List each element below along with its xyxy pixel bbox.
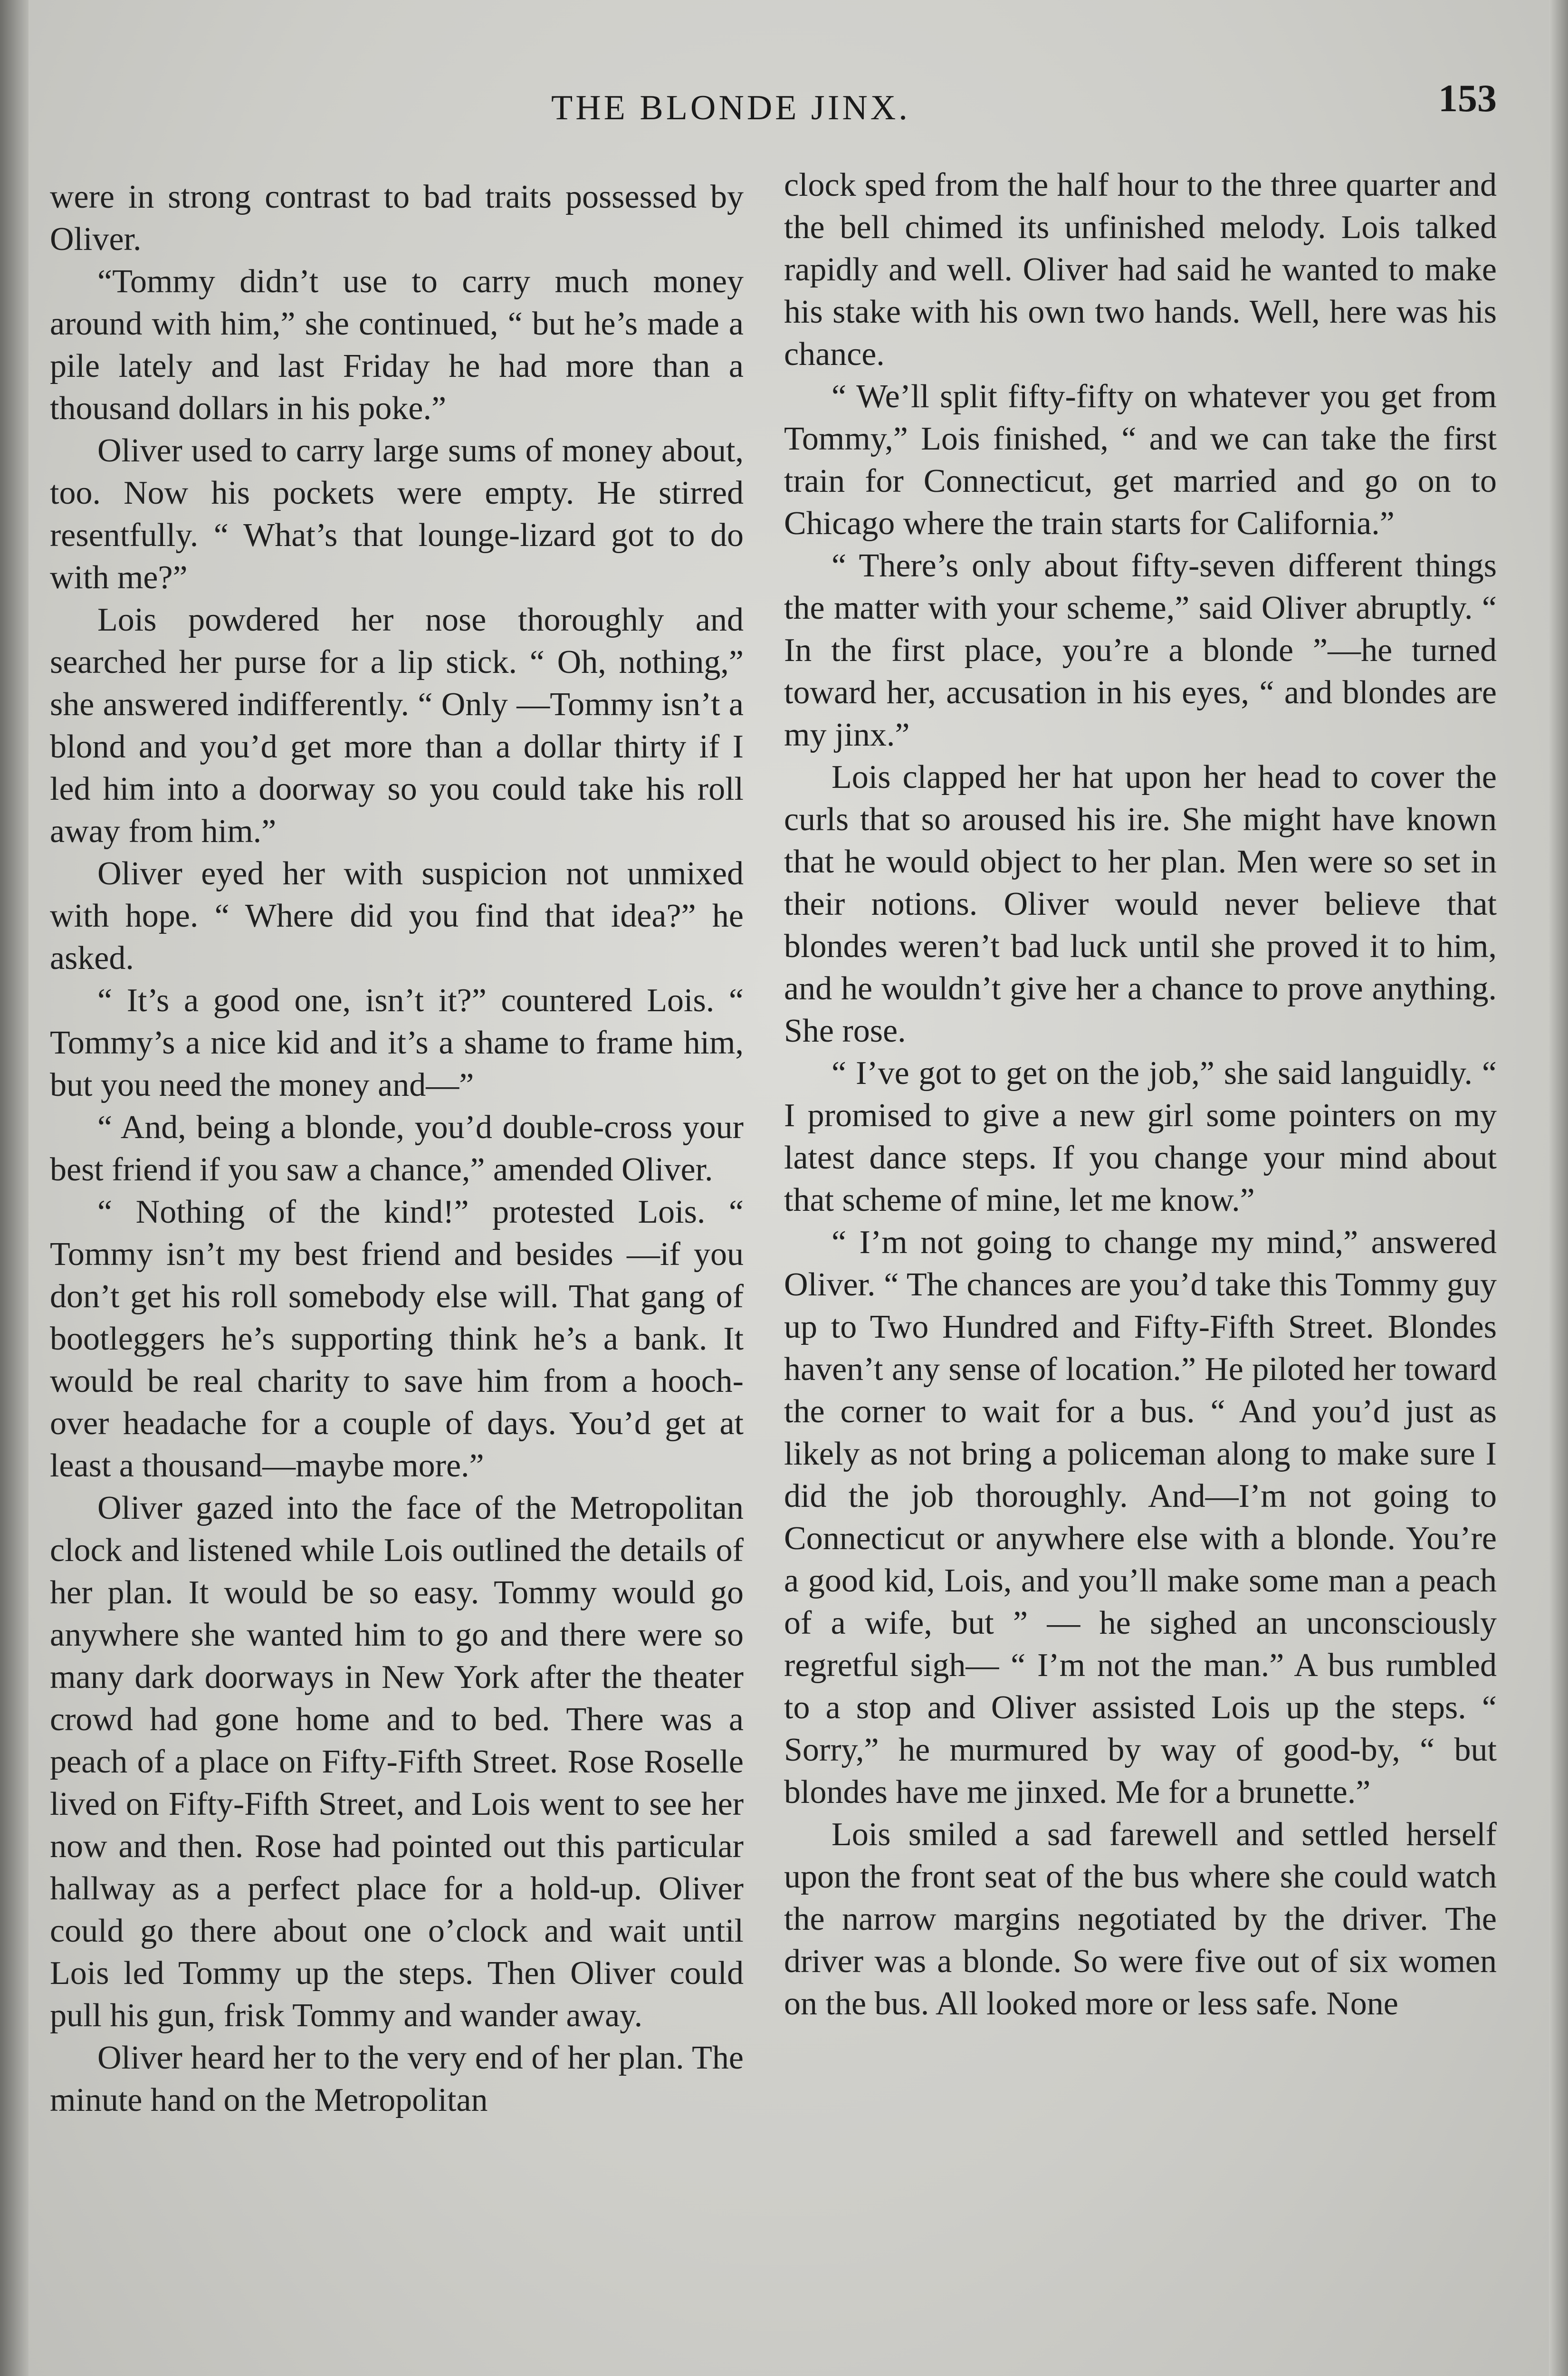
page-edge-shadow [1549, 0, 1568, 2376]
page-number: 153 [1438, 77, 1497, 120]
paragraph: Lois powdered her nose thoroughly and searched her purse for a lip stick. “ Oh, nothing,” she answered indifferently. “ Only —Tommy isn’t a blond and you’d get more than a dollar thirty if I led him into a doorway so you could take his roll away from him.” [50, 602, 744, 850]
paragraph: “ It’s a good one, isn’t it?” countered Lois. “ Tommy’s a nice kid and it’s a shame to frame him, but you need the money and—” [50, 982, 744, 1103]
paragraph: “ We’ll split fifty-fifty on whatever you get from Tommy,” Lois finished, “ and we can take the first train for Connecticut, get married and go on to Chicago where the train starts for California.” [784, 378, 1497, 542]
paragraph: “ I’ve got to get on the job,” she said languidly. “ I promised to give a new girl some pointers on my latest dance steps. If you change your mind about that scheme of mine, let me know.” [784, 1055, 1497, 1218]
paragraph: Oliver used to carry large sums of money about, too. Now his pockets were empty. He stirred resentfully. “ What’s that lounge-lizard got to do with me?” [50, 432, 744, 596]
paragraph: “ Nothing of the kind!” protested Lois. “ Tommy isn’t my best friend and besides —if you don’t get his roll somebody else will. That gang of bootleggers he’s supporting think he’s a bank. It would be real charity to save him from a hooch-over headache for a couple of days. You’d get at least a thousand—maybe more.” [50, 1194, 744, 1484]
paragraph: clock sped from the half hour to the three quarter and the bell chimed its unfinished melody. Lois talked rapidly and well. Oliver had said he wanted to make his stake with his own two hands. Well, here was his chance. [784, 167, 1497, 373]
paragraph: “ And, being a blonde, you’d double-cross your best friend if you saw a chance,” amended Oliver. [50, 1109, 744, 1188]
paragraph: were in strong contrast to bad traits possessed by Oliver. [50, 179, 744, 258]
running-title: THE BLONDE JINX. [551, 88, 910, 127]
left-column [50, 176, 744, 2121]
page-binding-shadow [0, 0, 29, 2376]
paragraph: Oliver gazed into the face of the Metropolitan clock and listened while Lois outlined the details of her plan. It would be so easy. Tommy would go anywhere she wanted him to go and there were so many dark doorways in New York after the theater crowd had gone home and to bed. There was a peach of a place on Fifty-Fifth Street. Rose Roselle lived on Fifty-Fifth Street, and Lois went to see her now and then. Rose had pointed out this particular hallway as a perfect place for a hold-up. Oliver could go there about one o’clock and wait until Lois led Tommy up the steps. Then Oliver could pull his gun, frisk Tommy and wander away. [50, 1490, 744, 2034]
paragraph: “ There’s only about fifty-seven different things the matter with your scheme,” said Oliver abruptly. “ In the first place, you’re a blonde ”—he turned toward her, accusation in his eyes, “ and blondes are my jinx.” [784, 547, 1497, 753]
paragraph: “ I’m not going to change my mind,” answered Oliver. “ The chances are you’d take this Tommy guy up to Two Hundred and Fifty-Fifth Street. Blondes haven’t any sense of location.” He piloted her toward the corner to wait for a bus. “ And you’d just as likely as not bring a policeman along to make sure I did the job thoroughly. And—I’m not going to Connecticut or anywhere else with a blonde. You’re a good kid, Lois, and you’ll make some man a peach of a wife, but ” — he sighed an unconsciously regretful sigh— “ I’m not the man.” A bus rumbled to a stop and Oliver assisted Lois up the steps. “ Sorry,” he murmured by way of good-by, “ but blondes have me jinxed. Me for a brunette.” [784, 1224, 1497, 1811]
paragraph: Oliver heard her to the very end of her plan. The minute hand on the Metropolitan [50, 2040, 744, 2118]
paragraph: “Tommy didn’t use to carry much money around with him,” she continued, “ but he’s made a pile lately and last Friday he had more than a thousand dollars in his poke.” [50, 263, 744, 427]
paragraph: Lois clapped her hat upon her head to cover the curls that so aroused his ire. She might have known that he would object to her plan. Men were so set in their notions. Oliver would never believe that blondes weren’t bad luck until she proved it to him, and he wouldn’t give her a chance to prove anything. She rose. [784, 759, 1497, 1049]
right-column [784, 164, 1497, 2025]
paragraph: Lois smiled a sad farewell and settled herself upon the front seat of the bus where she could watch the narrow margins negotiated by the driver. The driver was a blonde. So were five out of six women on the bus. All looked more or less safe. None [784, 1816, 1497, 2022]
paragraph: Oliver eyed her with suspicion not unmixed with hope. “ Where did you find that idea?” he asked. [50, 855, 744, 977]
